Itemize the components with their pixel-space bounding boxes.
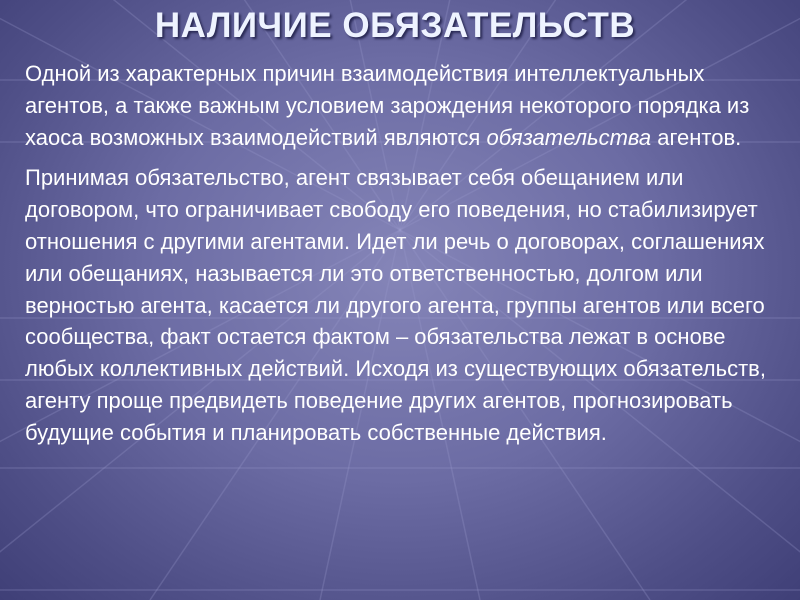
paragraph-obligations-details: Принимая обязательство, агент связывает себя обещанием или договором, что ограничивает свободу его поведения, но стабилизирует отношения с другими агентами. Идет ли речь о договорах, соглашениях или обещаниях, называется ли это ответственностью, долгом или верностью агента, касается ли другого агента, группы агентов или всего сообщества, факт остается фактом – обязательства лежат в основе любых коллективных действий. Исходя из существующих обязательств, агенту проще предвидеть поведение других агентов, прогнозировать будущие события и планировать собственные действия. — [25, 165, 766, 445]
slide-title: НАЛИЧИЕ ОБЯЗАТЕЛЬСТВ — [154, 6, 636, 45]
paragraph-1-text-start: Одной из характерных причин взаимодействия интеллектуальных агентов, а также важным условием зарождения некоторого порядка из хаоса возможных взаимодействий являются — [25, 61, 750, 150]
paragraph-1-text-end: агентов. — [651, 124, 742, 150]
emphasized-term: обязательства — [486, 124, 652, 150]
paragraph-obligations-intro — [25, 58, 775, 153]
slide-body — [25, 58, 775, 449]
